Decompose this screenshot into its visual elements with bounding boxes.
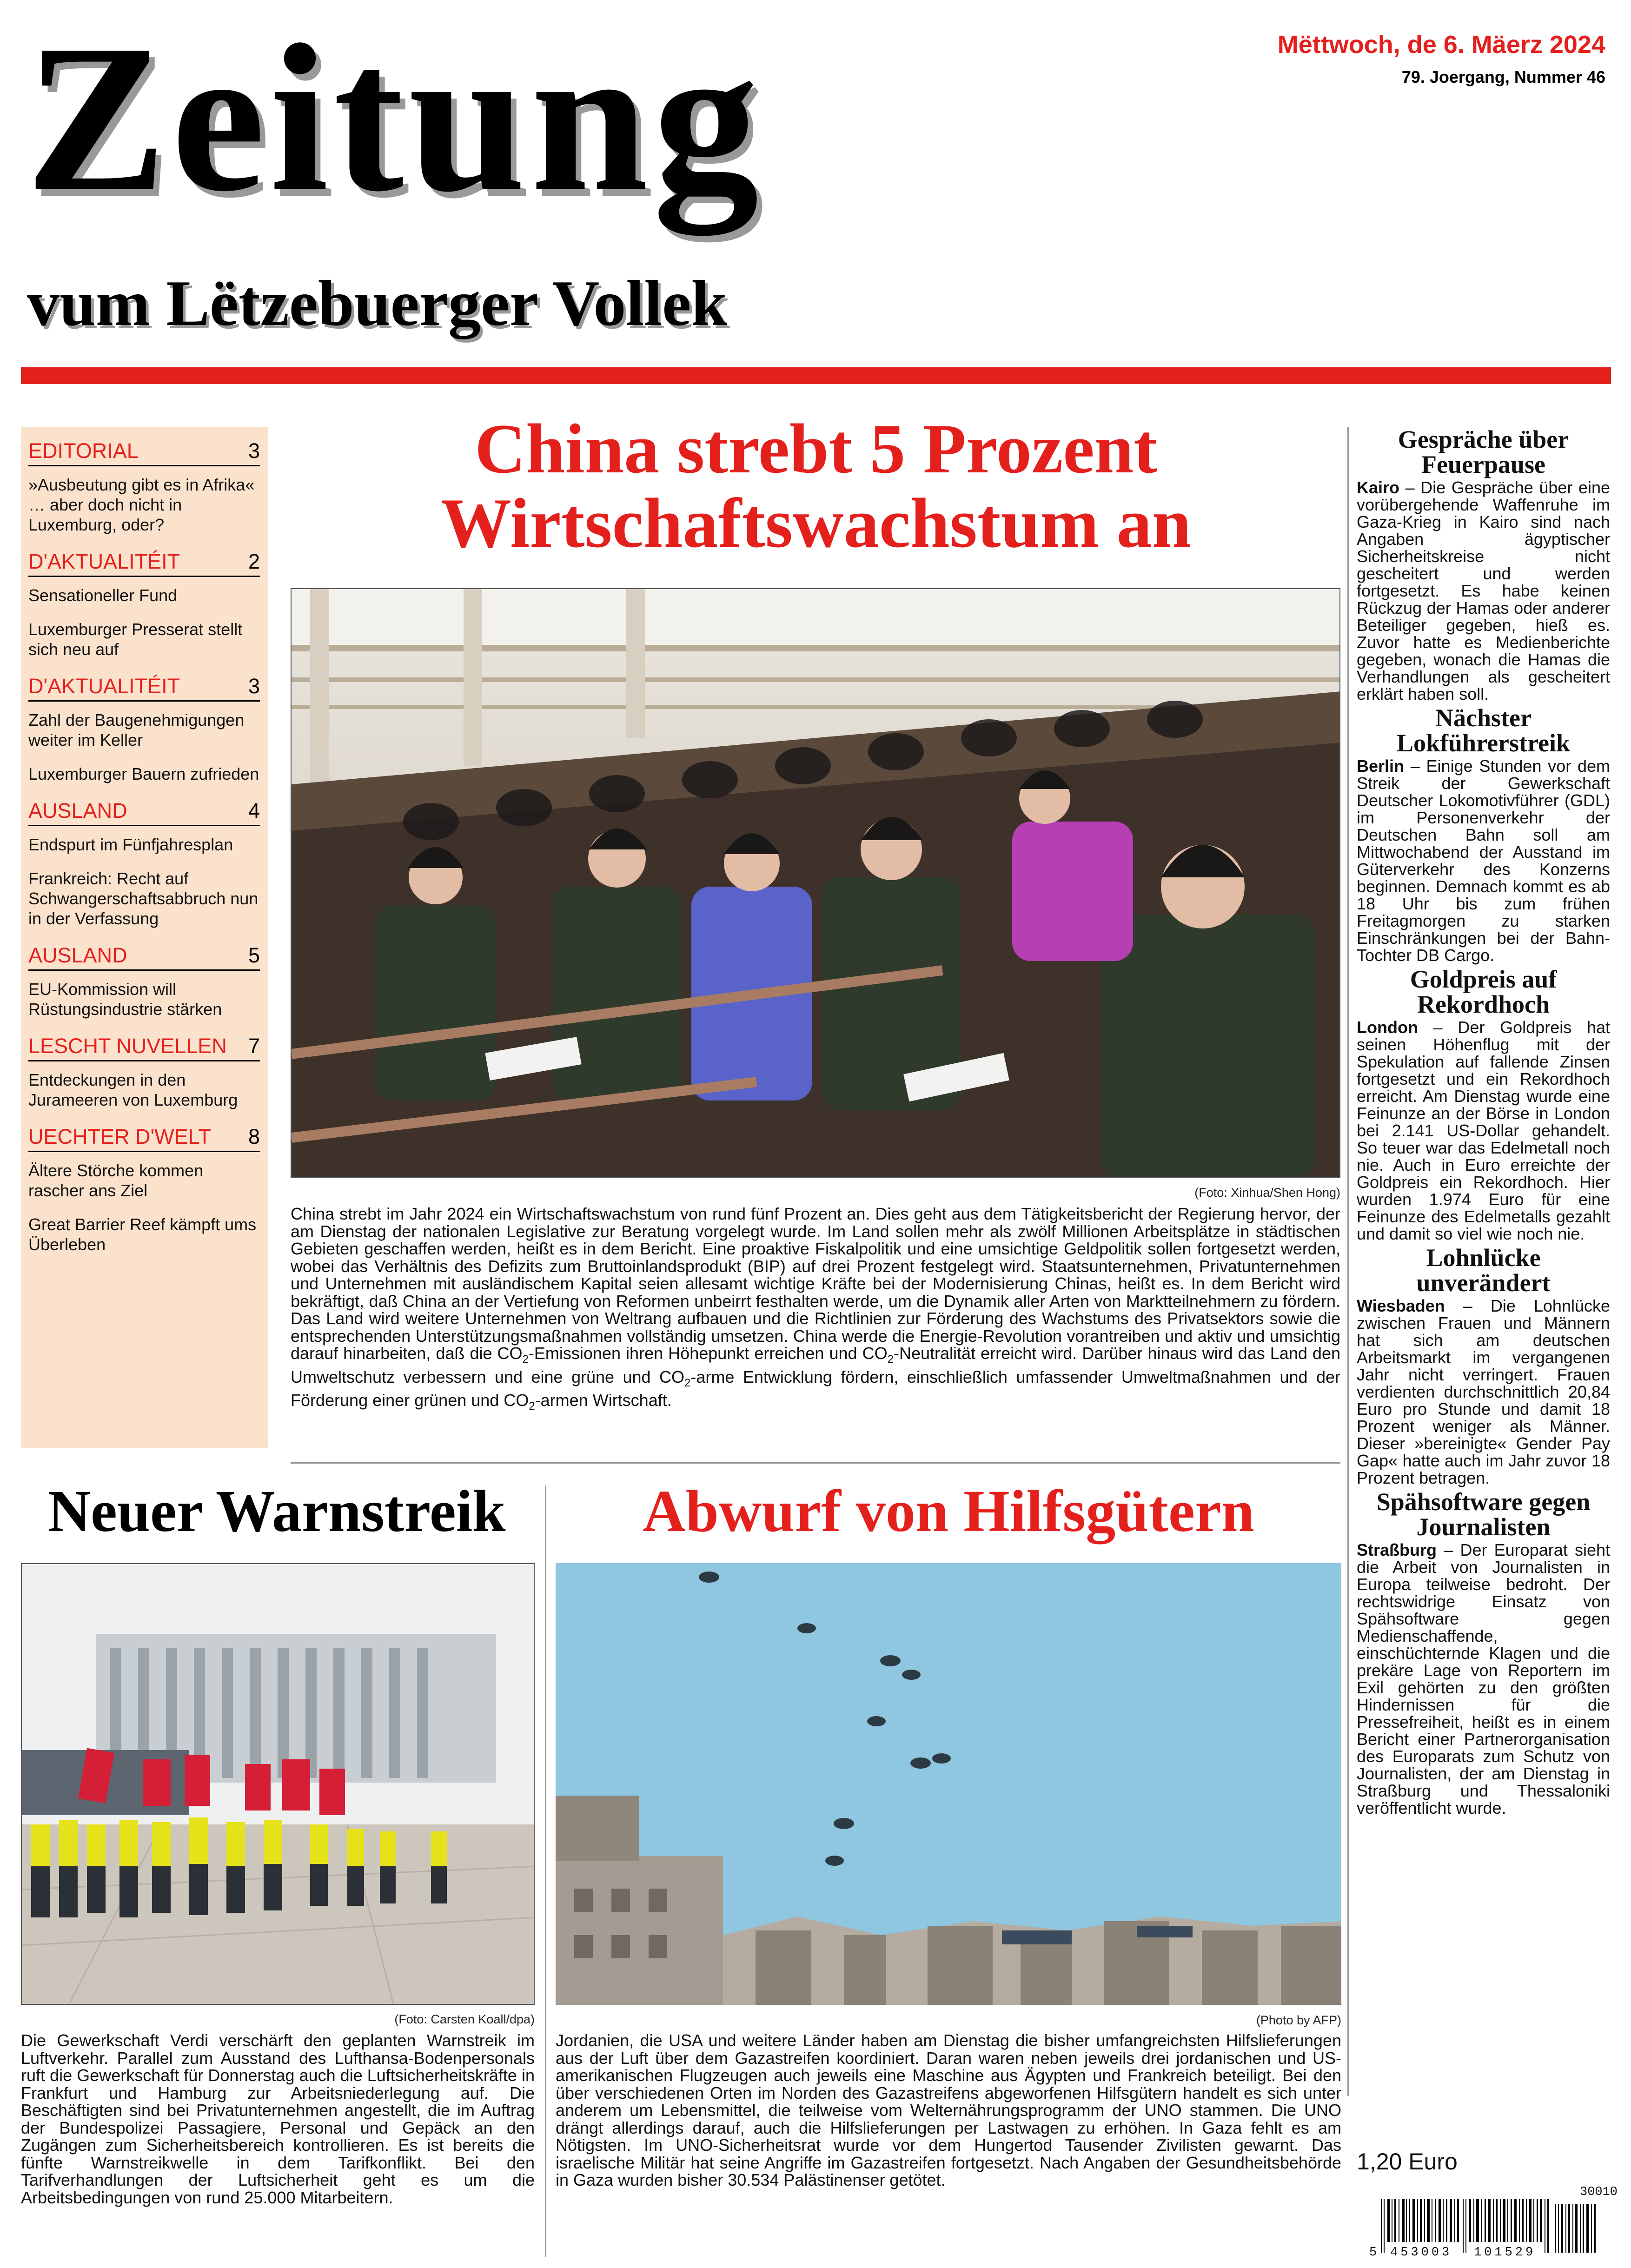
news-brief-dateline: Berlin — [1357, 756, 1405, 776]
masthead-subtitle: vum Lëtzebuerger Vollek — [27, 267, 728, 339]
sidebar-section-page: 5 — [248, 943, 260, 967]
warnstreik-photo — [21, 1563, 535, 2005]
hilfsgueter-photo — [556, 1563, 1341, 2005]
sidebar-section-title: AUSLAND — [28, 943, 127, 967]
lead-body-text-1: China strebt im Jahr 2024 ein Wirtschaftswachstum von rund fünf Prozent an. Dies geht aus dem Tätigkeitsbericht der Regierung hervor, der am Dienstag der nationalen Legislative zur Beratung vorgelegt wurde. Im Land sollen mehr als zwölf Millionen Arbeitsplätze in städtischen Gebieten geschaffen werden, heißt es in dem Bericht. Eine proaktive Fiskalpolitik und eine umsichtige Geldpolitik sollen fortgesetzt werden, wobei das Verhältnis des Defizits zum Bruttoinlandsprodukt (BIP) auf drei Prozent festgelegt wird. Staatsunternehmen, Privatunternehmen und Unternehmen mit ausländischem Kapital seien allesamt wichtige Kräfte bei der Modernisierung Chinas, heißt es. In dem Bericht wird bekräftigt, daß China an der Vertiefung von Reformen unbeirrt festhalten werde, um die Dynamik aller Arten von Marktteilnehmern zu fördern. Das Land wird weitere Unternehmen von Weltrang aufbauen und die Richtlinien zur Förderung des Wachstums des Privatsektors sowie die entsprechenden Unterstützungsmaßnahmen vollständig umsetzen. China werde die Energie-Revolution vorantreiben und aktiv und umsichtig darauf hinarbeiten, daß die CO — [291, 1204, 1340, 1363]
sidebar-item[interactable]: EU-Kommission will Rüstungsindustrie stärken — [28, 980, 222, 1019]
sidebar-section-title: D'AKTUALITÉIT — [28, 674, 180, 698]
sidebar-section-page: 8 — [248, 1125, 260, 1148]
lead-body-sub-3: 2 — [684, 1376, 691, 1389]
sidebar-section-title: AUSLAND — [28, 799, 127, 822]
news-brief-body — [1357, 1541, 1610, 1817]
news-brief-text: – Die Lohnlücke zwischen Frauen und Männern hat sich am deutschen Arbeitsmarkt im vergangenen Jahr nicht verringert. Frauen verdienten durchschnittlich 20,84 Euro pro Stunde und damit 18 Prozent weniger als Männer. Dieser »bereinigte« Gender Pay Gap« hatte auch im Jahr zuvor 18 Prozent betragen. — [1357, 1296, 1610, 1487]
sidebar-section-title: UECHTER D'WELT — [28, 1125, 211, 1148]
sidebar-item[interactable]: Great Barrier Reef kämpft ums Überleben — [28, 1215, 257, 1254]
sidebar-section — [28, 549, 260, 659]
lead-headline — [293, 411, 1339, 560]
news-brief-body — [1357, 479, 1610, 703]
sidebar-section-title: LESCHT NUVELLEN — [28, 1034, 227, 1058]
news-brief-text: – Die Gespräche über eine vorübergehende Waffenruhe im Gaza-Krieg in Kairo sind nach Angaben ägyptischer Sicherheitskreise nicht gescheitert und werden fortgesetzt. Es habe keinen Rückzug der Hamas oder anderer Beteiliger gegeben, hieß es. Zuvor hatte es Medienberichte gegeben, wonach die Hamas die Verhandlungen als gescheitert erklärt haben soll. — [1357, 478, 1610, 703]
news-brief-text: – Der Goldpreis hat seinen Höhenflug mit der Spekulation auf fallende Zinsen fortgesetzt und ein Rekordhoch erreicht. Am Dienstag wurde eine Feinunze an der Börse in London bei 2.141 US-Dollar gehandelt. So teuer war das Edelmetall noch nie. Auch in Euro erreichte der Goldpreis ein Rekordhoch. Hier wurden 1.974 Euro für eine Feinunze des Edelmetalls gezahlt und damit so viel wie noch nie. — [1357, 1018, 1610, 1243]
lead-headline-line1: China strebt 5 Prozent — [475, 410, 1157, 488]
lead-body-sub-1: 2 — [522, 1353, 529, 1366]
warnstreik-headline: Neuer Warnstreik — [47, 1478, 506, 1544]
lead-headline-line2: Wirtschaftswachstum an — [440, 484, 1192, 562]
news-brief-title: Gespräche über Feuerpause — [1398, 425, 1569, 478]
lead-photo — [291, 588, 1340, 1178]
sidebar-section — [28, 1033, 260, 1110]
sidebar-section-header[interactable] — [28, 1033, 260, 1061]
sidebar-item[interactable]: Frankreich: Recht auf Schwangerschaftsabbruch nun in der Verfassung — [28, 869, 259, 928]
sidebar-section — [28, 798, 260, 928]
barcode-addon: 30010 — [1580, 2185, 1618, 2199]
sidebar-section-page: 7 — [248, 1034, 260, 1058]
news-briefs-column — [1357, 427, 1610, 2133]
barcode-digits-right: 101529 — [1474, 2246, 1536, 2260]
barcode-digits-mid: 453003 — [1390, 2246, 1452, 2260]
sidebar-section-header[interactable] — [28, 798, 260, 826]
sidebar-item[interactable]: Sensationeller Fund — [28, 586, 178, 605]
sidebar-item[interactable]: Luxemburger Presserat stellt sich neu auf — [28, 620, 243, 659]
sidebar-section-title: EDITORIAL — [28, 439, 139, 463]
sidebar-section-page: 4 — [248, 799, 260, 822]
price: 1,20 Euro — [1357, 2149, 1458, 2175]
lead-body-text-5: -armen Wirtschaft. — [535, 1391, 672, 1410]
sidebar-section-header[interactable] — [28, 438, 260, 466]
congress-hall-image — [292, 589, 1340, 1178]
sidebar-section — [28, 438, 260, 535]
lead-body-sub-4: 2 — [529, 1400, 535, 1413]
sidebar-item[interactable]: Entdeckungen in den Jurameeren von Luxemburg — [28, 1070, 238, 1109]
sidebar-item[interactable]: Zahl der Baugenehmigungen weiter im Keller — [28, 710, 245, 749]
sidebar-item[interactable]: Ältere Störche kommen rascher ans Ziel — [28, 1161, 204, 1200]
warnstreik-body: Die Gewerkschaft Verdi verschärft den geplanten Warnstreik im Luftverkehr. Parallel zum Ausstand des Lufthansa-Bodenpersonals ruft die Gewerkschaft für Donnerstag auch die Luftsicherheitskräfte in Frankfurt und Hamburg zur Arbeitsniederlegung auf. Die Beschäftigten sind bei Privatunternehmen angestellt, die im Auftrag der Bundespolizei Passagiere, Personal und Gepäck an den Zugängen zum Sicherheitsbereich kontrollieren. Es ist bereits die fünfte Warnstreikwelle in dem Tarifkonflikt. Bei den Tarifverhandlungen der Luftsicherheit geht es um die Arbeitsbedingungen von rund 25.000 Mitarbeitern. — [21, 2031, 535, 2207]
warnstreik-photo-credit: (Foto: Carsten Koall/dpa) — [394, 2012, 535, 2026]
news-brief-title: Goldpreis auf Rekordhoch — [1410, 965, 1557, 1018]
sidebar-section-title: D'AKTUALITÉIT — [28, 550, 180, 573]
issue-date: Mëttwoch, de 6. Mäerz 2024 — [1277, 31, 1605, 59]
news-brief-text: – Der Europarat sieht die Arbeit von Journalisten in Europa teilweise bedroht. Der rechtswidrige Einsatz von Spähsoftware gegen Medienschaffende, einschüchternde Klagen und die prekäre Lage von Reportern im Exil gehörten zu den größten Hindernissen für die Pressefreiheit, heißt es in einem Bericht einer Partnerorganisation des Europarats zum Schutz von Journalisten, der am Dienstag in Straßburg und Thessaloniki veröffentlicht wurde. — [1357, 1540, 1610, 1817]
contents-sidebar — [21, 427, 268, 1448]
section-divider — [291, 1462, 1340, 1464]
news-brief-title: Nächster Lokführerstreik — [1396, 704, 1571, 757]
lead-body-sub-2: 2 — [887, 1353, 894, 1366]
sidebar-section-header[interactable] — [28, 549, 260, 577]
news-brief-text: – Einige Stunden vor dem Streik der Gewerkschaft Deutscher Lokomotivführer (GDL) im Personenverkehr der Deutschen Bahn soll am Mittwochabend der Ausstand im Güterverkehr des Konzerns beginnen. Demnach kommt es ab 18 Uhr bis zum frühen Freitagmorgen zu starken Einschränkungen bei der Bahn-Tochter DB Cargo. — [1357, 756, 1610, 965]
lead-body-text-2: -Emissionen ihren Höhepunkt erreichen und CO — [528, 1344, 888, 1363]
lead-body-text-4: -arme Entwicklung fördern, einschließlich umfassender Umweltmaßnahmen und der Förderung einer grünen und CO — [291, 1367, 1340, 1410]
news-brief-body — [1357, 1297, 1610, 1486]
news-brief — [1357, 967, 1610, 1242]
issue-number: 79. Joergang, Nummer 46 — [1401, 67, 1605, 86]
sidebar-section-header[interactable] — [28, 1124, 260, 1152]
lead-body-text-3: -Neutralität erreicht wird. Darüber hinaus wird das Land den Umweltschutz verbessern und eine grüne und CO — [291, 1344, 1341, 1386]
sidebar-item[interactable]: Endspurt im Fünfjahresplan — [28, 835, 233, 854]
sidebar-item[interactable]: »Ausbeutung gibt es in Afrika« … aber doch nicht in Luxemburg, oder? — [28, 475, 255, 534]
hilfsgueter-photo-credit: (Photo by AFP) — [1256, 2013, 1341, 2027]
lead-photo-credit: (Foto: Xinhua/Shen Hong) — [1194, 1186, 1340, 1200]
sidebar-section-header[interactable] — [28, 942, 260, 971]
sidebar-section — [28, 673, 260, 784]
news-brief-body — [1357, 757, 1610, 964]
news-brief — [1357, 1245, 1610, 1486]
strike-image — [22, 1564, 535, 2005]
sidebar-section — [28, 942, 260, 1019]
hilfsgueter-headline: Abwurf von Hilfsgütern — [643, 1478, 1254, 1544]
sidebar-section — [28, 1124, 260, 1254]
news-brief-title: Spähsoftware gegen Journalisten — [1376, 1488, 1591, 1541]
news-brief — [1357, 1489, 1610, 1817]
sidebar-section-header[interactable] — [28, 673, 260, 702]
lead-body — [291, 1205, 1340, 1415]
sidebar-section-page: 3 — [248, 439, 260, 463]
masthead-rule — [21, 367, 1611, 384]
hilfsgueter-body: Jordanien, die USA und weitere Länder haben am Dienstag die bisher umfangreichsten Hilfslieferungen aus der Luft über dem Gazastreifen koordiniert. Daran waren neben jeweils drei jordanischen und US-amerikanischen Flugzeugen auch jeweils eine Maschine aus Ägypten und Frankreich beteiligt. Bei den über verschiedenen Orten im Norden des Gazastreifens abgeworfenen Hilfsgütern handelt es sich unter anderem um Lebensmittel, die teilweise vom Welternährungsprogramm der UNO stammen. Die UNO drängt allerdings darauf, auch die Hilfslieferungen per Lastwagen zu erhöhen. In Gaza fehlt es am Nötigsten. Im UNO-Sicherheitsrat wurde vor dem Hungertod Tausender Zivilisten gewarnt. Das israelische Militär hat seine Angriffe im Gazastreifen fortgesetzt. Nach Angaben der Gesundheitsbehörde in Gaza wurden bisher 30.534 Palästinenser getötet. — [556, 2031, 1341, 2189]
news-brief-dateline: London — [1357, 1018, 1418, 1037]
airdrop-image — [556, 1563, 1341, 2005]
bottom-column-divider — [545, 1485, 546, 2257]
right-column-divider — [1347, 427, 1349, 2096]
barcode-graphic — [1376, 2199, 1609, 2253]
masthead-title: Zeitung — [26, 1, 763, 235]
news-brief — [1357, 427, 1610, 703]
news-brief — [1357, 705, 1610, 964]
news-brief-dateline: Straßburg — [1357, 1540, 1437, 1559]
news-brief-title: Lohnlücke unverändert — [1416, 1244, 1551, 1297]
news-brief-dateline: Kairo — [1357, 478, 1400, 497]
barcode-digit-left: 5 — [1369, 2246, 1377, 2260]
sidebar-section-page: 2 — [248, 550, 260, 573]
news-brief-body — [1357, 1019, 1610, 1242]
barcode — [1376, 2199, 1609, 2253]
news-brief-dateline: Wiesbaden — [1357, 1296, 1445, 1315]
sidebar-section-page: 3 — [248, 674, 260, 698]
sidebar-item[interactable]: Luxemburger Bauern zufrieden — [28, 764, 259, 783]
